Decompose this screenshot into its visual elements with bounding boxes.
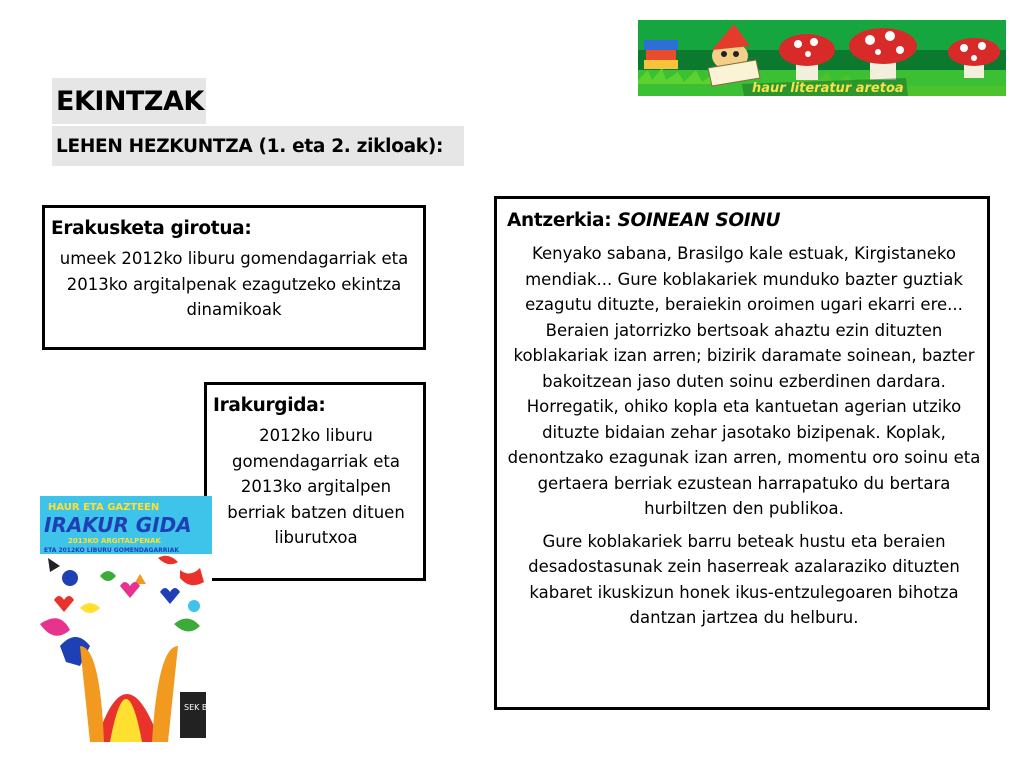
mushroom-reader-logo-icon [638,20,1006,96]
card-title: Erakusketa girotua: [51,218,252,239]
card-antzerkia [494,196,990,710]
card-title: Irakurgida: [213,395,326,416]
card-paragraph-2: Gure koblakariek barru beteak hustu eta beraien desadostasunak zein haserreak azalaraziko dituzten kabaret ikuskizun honek ikus-entzulegoaren bihotza dantzan jartzea du helburu. [528,531,960,627]
page-title [52,78,206,124]
cover-line3: 2013KO ARGITALPENAK [68,537,161,545]
card-body: 2012ko liburu gomendagarriak eta 2013ko argitalpen berriak batzen dituen liburutxoa [227,426,405,547]
page-subtitle [52,126,464,166]
logo-caption: haur literatur aretoa [752,81,904,96]
cover-line1: HAUR ETA GAZTEEN [48,502,160,513]
card-irakurgida [204,382,426,581]
book-cover-image [40,496,224,743]
card-title [507,208,981,234]
card-body: umeek 2012ko liburu gomendagarriak eta 2013ko argitalpenak ezagutzeko ekintza dinamikoak [59,249,409,319]
card-paragraph-1: Kenyako sabana, Brasilgo kale estuak, Kirgistaneko mendiak... Gure koblakariek munduko bazter guztiak ezagutu dituzte, beraiekin oroimen ugari ekarri ere... Beraien jatorrizko bertsoak ahaztu ezin dituzten koblakariak izan arren; bizirik daramate soinean, bazter bakoitzean jaso duten soinu ezberdinen dardara. Horregatik, ohiko kopla eta kantuetan agerian utziko dituzte bidaian zehar jasotako bizipenak. Koplak, denontzako ezagunak izan arren, momentu oro soinu eta gertaera berriak ezustean harrapatuko du bertara hurbiltzen den publikoa. [507,244,981,518]
cover-line4: ETA 2012KO LIBURU GOMENDAGARRIAK [44,547,179,554]
page-title-text: EKINTZAK [56,85,204,117]
cover-line2: IRAKUR GIDA [44,513,192,537]
card-title-prefix: Antzerkia: [507,210,618,231]
card-erakusketa [42,205,426,350]
cover-publisher: SEK BARC [184,703,224,712]
card-title-emphasis: SOINEAN SOINU [617,210,781,231]
page-subtitle-text: LEHEN HEZKUNTZA (1. eta 2. zikloak): [56,135,444,157]
